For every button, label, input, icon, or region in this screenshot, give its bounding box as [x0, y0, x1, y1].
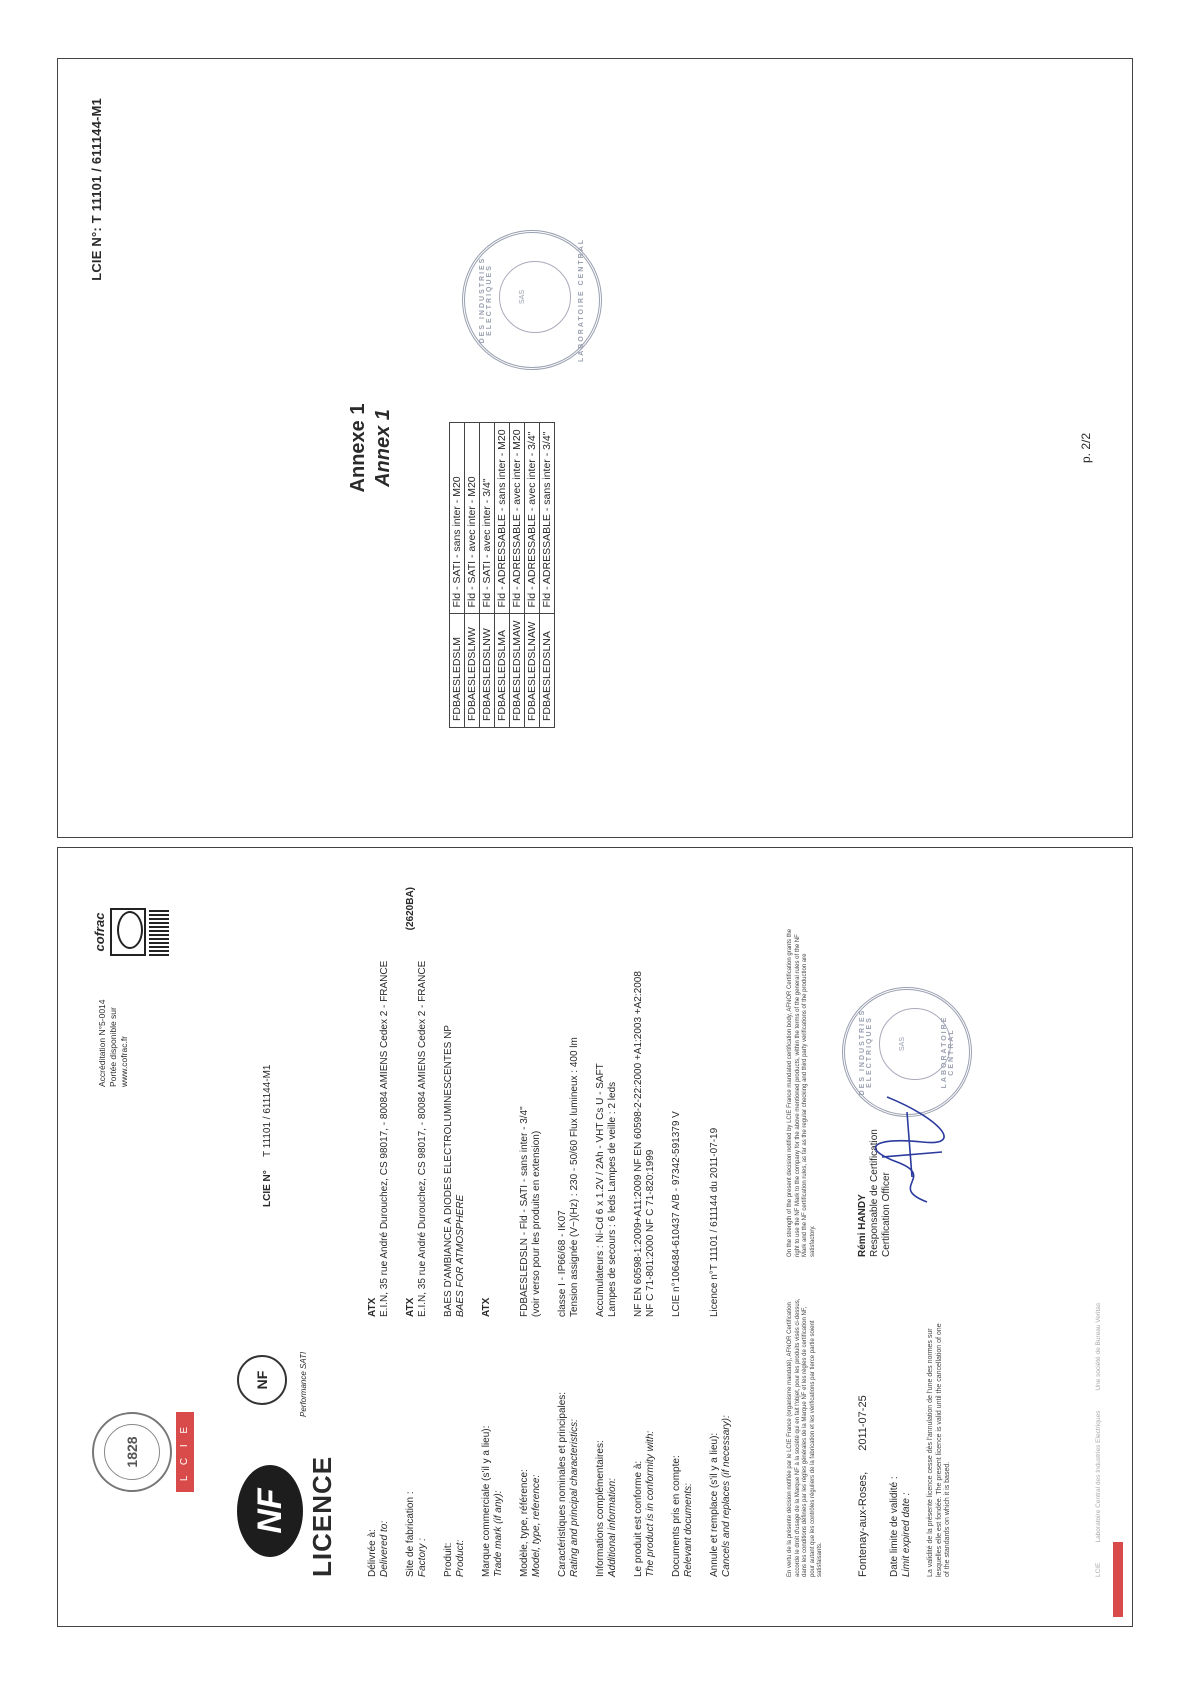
page-footer — [1094, 887, 1103, 1577]
field-value: classe I - IP66/68 - IK07 — [557, 1210, 568, 1317]
field-row — [557, 887, 581, 1577]
field-row — [367, 887, 391, 1577]
field-value: Accumulateurs : Ni-Cd 6 x 1.2V / 2Ah - VHT Cs U - SAFT — [595, 1063, 606, 1317]
validity-block — [889, 1476, 913, 1577]
field-row — [709, 887, 733, 1577]
cofrac-mark-icon — [110, 908, 146, 956]
field-row — [519, 887, 543, 1577]
validity-note: La validité de la présente licence cesse dès l'annulation de l'une des normes sur lesquelles elle est fondée. The present licence is valid until the cancellation of one of the standards on which it is based. — [927, 1323, 951, 1577]
cofrac-logo — [92, 897, 169, 967]
signer-title-fr: Responsable de Certification — [869, 1129, 880, 1257]
table-cell-desc: Fld - SATI - avec inter - 3/4" — [480, 423, 495, 614]
lcie-number: T 11101 / 611144-M1 — [262, 1064, 273, 1157]
annex-page-frame — [57, 58, 1133, 838]
field-value-2: Lampes de secours : 6 leds Lampes de veille : 2 leds — [607, 1081, 618, 1317]
field-label-fr: Produit: — [443, 1542, 454, 1577]
field-label-en: Delivered to: — [379, 1520, 390, 1577]
annex-title-en: Annex 1 — [372, 409, 394, 487]
accreditation-text: Accréditation N°5-0014 Portée disponible sur www.cofrac.fr — [97, 999, 129, 1087]
field-value-2: E.I.N, 35 rue André Durouchez, CS 98017, - 80084 AMIENS Cedex 2 - FRANCE — [379, 960, 390, 1317]
field-value: LCIE n°106484-610437 A/B - 97342-591379 V — [671, 1111, 682, 1317]
field-row — [405, 887, 429, 1577]
stamp-ring-text: DES INDUSTRIES ELECTRIQUES — [479, 256, 493, 344]
validity-label-en: Limit expired date : — [901, 1492, 912, 1577]
table-cell-desc: Fld - ADRESSABLE - sans inter - 3/4" — [540, 423, 555, 614]
stamp-core: SAS — [879, 1008, 951, 1080]
field-label-fr: Site de fabrication : — [405, 1491, 416, 1577]
licence-fields — [367, 887, 747, 1577]
field-label-fr: Délivrée à: — [367, 1529, 378, 1577]
table-cell-ref: FDBAESLEDSLMA — [495, 614, 510, 728]
issue-place: Fontenay-aux-Roses, — [857, 1471, 869, 1577]
field-value: ATX — [481, 1297, 492, 1317]
cofrac-name: cofrac — [92, 912, 107, 952]
field-value-2: Tension assignée (V~)(Hz) : 230 - 50/60 Flux lumineux : 400 lm — [569, 1037, 580, 1317]
official-stamp-icon — [462, 230, 602, 370]
table-cell-ref: FDBAESLEDSLNW — [480, 614, 495, 728]
footer-item: Laboratoire Central des Industries Electriques — [1095, 1410, 1102, 1543]
field-label-en: Rating and principal characteristics: — [569, 1419, 580, 1577]
legal-text-en: On the strength of the present decision notified by LCIE France mandated certification body, AFNOR Certification grants the right to use the NF Mark to the company for the above mentioned products, within the terms of the general rules of the NF Mark and the NF certification rules, as far as the regular checking and third party verifications of the production are satisfactory. — [787, 928, 816, 1257]
stamp-ring-text: DES INDUSTRIES ELECTRIQUES — [859, 1008, 873, 1096]
licence-page-frame — [57, 847, 1133, 1627]
licence-page — [67, 857, 1123, 1617]
field-label-fr: Documents pris en compte: — [671, 1455, 682, 1577]
annex-title — [347, 68, 395, 828]
table-row — [525, 423, 540, 728]
table-cell-ref: FDBAESLEDSLMW — [465, 614, 480, 728]
field-value: ATX — [405, 1297, 416, 1317]
table-row — [495, 423, 510, 728]
field-label-en: Trade mark (if any): — [493, 1490, 504, 1577]
issue-date: 2011-07-25 — [857, 1395, 869, 1451]
table-cell-desc: Fld - ADRESSABLE - avec inter - 3/4" — [525, 423, 540, 614]
field-value: Licence n°T 11101 / 611144 du 2011-07-19 — [709, 1127, 720, 1317]
field-label-fr: Marque commerciale (s'il y a lieu): — [481, 1425, 492, 1577]
stamp-ring-text-bottom: LABORATOIRE CENTRAL — [941, 1015, 955, 1089]
field-label-en: The product is in conformity with: — [645, 1430, 656, 1577]
field-row — [671, 887, 695, 1577]
table-cell-desc: Fld - SATI - sans inter - M20 — [450, 423, 465, 614]
field-label-en: Product: — [455, 1539, 466, 1577]
lcie-number-label: LCIE N° — [262, 1170, 273, 1207]
field-row — [633, 887, 657, 1577]
table-cell-desc: Fld - SATI - avec inter - M20 — [465, 423, 480, 614]
licence-title: LICENCE — [307, 1455, 337, 1577]
annex-reference: LCIE N°: T 11101 / 611144-M1 — [89, 98, 104, 281]
field-value: FDBAESLEDSLN - Fld - SATI - sans inter - 3/4" — [519, 1106, 530, 1317]
cofrac-code-icon — [149, 908, 169, 956]
field-label-fr: Le produit est conforme à: — [633, 1460, 644, 1577]
field-label-en: Model, type, reference: — [531, 1474, 542, 1577]
table-cell-desc: Fld - ADRESSABLE - avec inter - M20 — [510, 423, 525, 614]
field-label-en: Relevant documents: — [683, 1483, 694, 1577]
footer-accent-bar — [1113, 1542, 1123, 1617]
field-value: BAES D'AMBIANCE A DIODES ELECTROLUMINESCENTES NP — [443, 1025, 454, 1317]
field-value-2: E.I.N, 35 rue André Durouchez, CS 98017, - 80084 AMIENS Cedex 2 - FRANCE — [417, 960, 428, 1317]
table-row — [540, 423, 555, 728]
bureau-veritas-logo — [92, 1412, 202, 1492]
field-value: NF EN 60598-1:2009+A11:2009 NF EN 60598-2-22:2000 +A1:2003 +A2:2008 — [633, 971, 644, 1317]
field-label-fr: Caractéristiques nominales et principales: — [557, 1391, 568, 1577]
factory-code: (2620BA) — [405, 887, 416, 931]
nf-mark-logo: NF — [237, 1465, 303, 1557]
table-cell-desc: Fld - ADRESSABLE - sans inter - M20 — [495, 423, 510, 614]
table-row — [465, 423, 480, 728]
lcie-bar: L C I E — [176, 1412, 194, 1492]
stamp-ring-text-bottom: LABORATOIRE CENTRAL — [578, 237, 585, 363]
signer-name: Rémi HANDY — [857, 1194, 868, 1257]
field-value-2: BAES FOR ATMOSPHERE — [455, 1194, 466, 1317]
field-label-en: Cancels and replaces (if necessary): — [721, 1415, 732, 1577]
field-label-fr: Informations complémentaires: — [595, 1440, 606, 1577]
annex-page — [67, 68, 1123, 828]
table-cell-ref: FDBAESLEDSLNA — [540, 614, 555, 728]
validity-label-fr: Date limite de validité : — [889, 1476, 900, 1577]
footer-item: Une société de Bureau Veritas — [1095, 1302, 1102, 1391]
table-row — [510, 423, 525, 728]
bureau-veritas-seal-icon: 1828 — [92, 1412, 172, 1492]
table-row — [450, 423, 465, 728]
field-label-fr: Annule et remplace (s'il y a lieu): — [709, 1432, 720, 1577]
field-value-2: NF C 71-801:2000 NF C 71-820:1999 — [645, 1149, 656, 1317]
page-number: p. 2/2 — [1079, 432, 1093, 464]
signer-title-en: Certification Officer — [881, 1172, 892, 1257]
field-label-en: Factory : — [417, 1538, 428, 1577]
stamp-core: SAS — [499, 261, 571, 333]
field-label-fr: Modèle, type, référence: — [519, 1469, 530, 1577]
nf-performance-seal-icon: NF — [237, 1355, 287, 1405]
annex-title-fr: Annexe 1 — [347, 403, 369, 493]
place-and-date — [857, 1377, 869, 1577]
footer-item: LCIE — [1095, 1562, 1102, 1577]
field-label-en: Additional information: — [607, 1478, 618, 1577]
signature-icon — [867, 1087, 947, 1207]
field-value-2: (voir verso pour les produits en extension) — [531, 1130, 542, 1317]
performance-label: Performance SATI — [299, 1351, 308, 1417]
table-cell-ref: FDBAESLEDSLNAW — [525, 614, 540, 728]
field-value: ATX — [367, 1297, 378, 1317]
legal-text-fr: En vertu de la présente décision notifiée par le LCIE France (organisme mandaté), AFNOR Certification accorde le droit d'usage de la Marque NF à la société qui en fait l'objet, pour les produits visés ci-dessus, dans les conditions définies par les règles générales de la Marque NF et les règles de certification NF, pour autant que les contrôles réguliers de la fabrication et les vérifications par tierce partie soient satisfaisants. — [787, 1298, 823, 1577]
annex-product-table — [449, 422, 555, 728]
table-row — [480, 423, 495, 728]
table-cell-ref: FDBAESLEDSLM — [450, 614, 465, 728]
field-row — [443, 887, 467, 1577]
table-cell-ref: FDBAESLEDSLMAW — [510, 614, 525, 728]
field-row — [595, 887, 619, 1577]
field-row — [481, 887, 505, 1577]
